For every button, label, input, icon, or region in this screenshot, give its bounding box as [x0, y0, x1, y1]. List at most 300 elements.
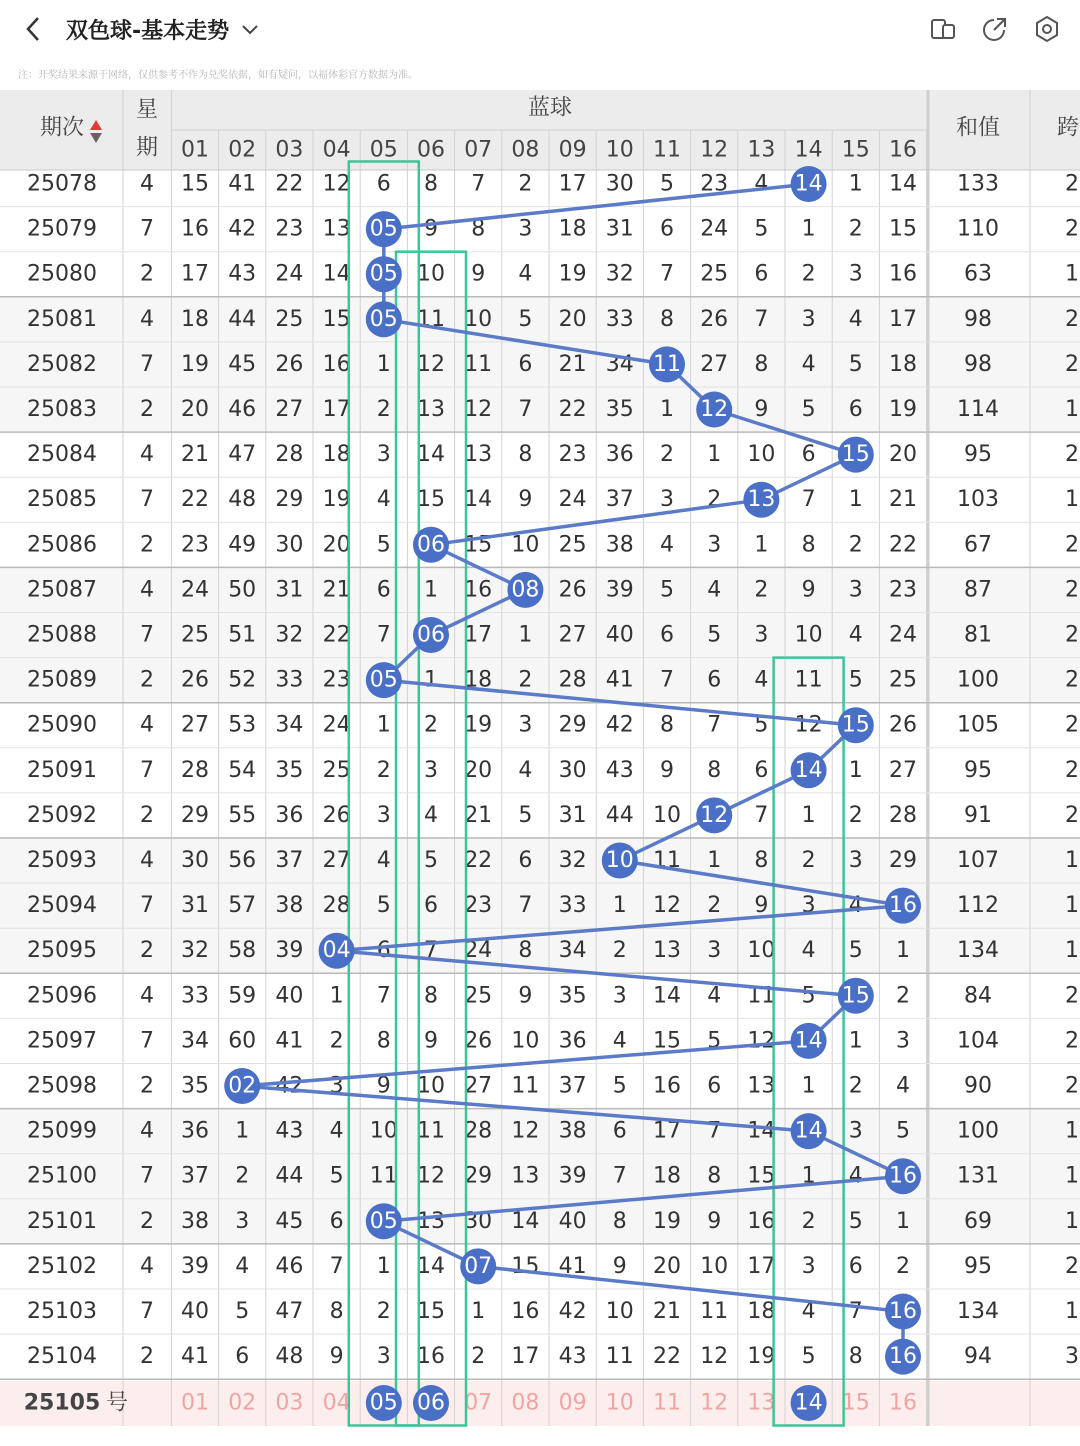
- blue-ball-number: 16: [889, 893, 917, 919]
- omission-value: 15: [417, 487, 445, 513]
- predict-row-background: [0, 1381, 1080, 1426]
- sum-value: 103: [957, 487, 999, 513]
- omission-value: 56: [228, 848, 257, 873]
- sum-value: 107: [957, 848, 999, 873]
- omission-value: 9: [471, 261, 486, 287]
- omission-value: 7: [660, 261, 674, 287]
- omission-value: 27: [464, 1073, 493, 1099]
- omission-value: 6: [518, 351, 533, 377]
- omission-value: 25: [558, 532, 587, 558]
- weekday: 4: [140, 848, 154, 873]
- predict-number: 16: [889, 1390, 917, 1416]
- omission-value: 33: [275, 667, 304, 693]
- omission-value: 6: [376, 171, 391, 197]
- omission-value: 33: [181, 983, 209, 1009]
- omission-value: 1: [801, 1073, 816, 1099]
- column-header-issue: 期次: [39, 115, 85, 141]
- omission-value: 27: [700, 351, 729, 377]
- omission-value: 44: [275, 1163, 304, 1189]
- omission-value: 4: [848, 306, 863, 332]
- omission-value: 17: [889, 306, 917, 332]
- omission-value: 36: [181, 1118, 209, 1144]
- omission-value: 25: [181, 622, 209, 648]
- omission-value: 4: [376, 487, 391, 513]
- omission-value: 14: [322, 261, 351, 287]
- omission-value: 7: [754, 802, 769, 828]
- omission-value: 55: [228, 802, 257, 828]
- omission-value: 9: [754, 893, 769, 919]
- weekday: 2: [140, 1344, 154, 1370]
- span-value: 1: [1065, 848, 1079, 873]
- omission-value: 44: [228, 306, 257, 332]
- omission-value: 3: [612, 983, 627, 1009]
- omission-value: 25: [322, 757, 351, 783]
- omission-value: 17: [558, 171, 587, 197]
- weekday: 4: [140, 712, 154, 738]
- issue-number: 25099: [27, 1118, 97, 1144]
- omission-value: 32: [605, 261, 634, 287]
- omission-value: 3: [329, 1073, 344, 1099]
- omission-value: 36: [605, 442, 634, 468]
- weekday: 7: [140, 757, 154, 783]
- omission-value: 11: [417, 1118, 445, 1144]
- omission-value: 5: [707, 1028, 722, 1054]
- omission-value: 47: [228, 442, 257, 468]
- omission-value: 2: [329, 1028, 344, 1054]
- omission-value: 16: [464, 577, 493, 603]
- omission-value: 2: [612, 938, 627, 964]
- column-header-blue-number: 09: [558, 137, 587, 163]
- blue-ball-number: 06: [417, 532, 445, 558]
- row-stripe: [0, 1199, 1080, 1244]
- sum-value: 69: [964, 1208, 992, 1234]
- omission-value: 1: [801, 1163, 816, 1189]
- blue-ball-number: 15: [841, 442, 870, 468]
- omission-value: 16: [322, 351, 351, 377]
- page-title: 双色球-基本走势: [66, 19, 230, 44]
- omission-value: 36: [275, 802, 304, 828]
- omission-value: 15: [511, 1253, 540, 1279]
- omission-value: 5: [848, 1208, 863, 1234]
- omission-value: 17: [653, 1118, 681, 1144]
- blue-ball-number: 14: [794, 1028, 823, 1054]
- weekday: 4: [140, 577, 154, 603]
- predict-number: 15: [841, 1390, 870, 1416]
- omission-value: 26: [889, 712, 917, 738]
- omission-value: 17: [747, 1253, 776, 1279]
- omission-value: 6: [848, 397, 863, 422]
- omission-value: 28: [889, 802, 917, 828]
- predict-number: 13: [747, 1390, 776, 1416]
- omission-value: 46: [228, 397, 257, 422]
- predict-number: 11: [653, 1390, 681, 1416]
- omission-value: 4: [848, 893, 863, 919]
- omission-value: 7: [754, 306, 769, 332]
- omission-value: 26: [700, 306, 729, 332]
- omission-value: 1: [329, 983, 344, 1009]
- omission-value: 2: [848, 216, 863, 242]
- omission-value: 20: [181, 397, 209, 422]
- omission-value: 5: [424, 848, 438, 873]
- issue-number: 25081: [27, 306, 97, 332]
- omission-value: 8: [376, 1028, 391, 1054]
- omission-value: 9: [329, 1344, 344, 1370]
- omission-value: 3: [801, 893, 816, 919]
- omission-value: 2: [235, 1163, 250, 1189]
- column-header-sum: 和值: [955, 115, 1001, 141]
- omission-value: 24: [889, 622, 917, 648]
- omission-value: 38: [605, 532, 634, 558]
- omission-value: 8: [424, 983, 438, 1009]
- predict-selected-number: 14: [794, 1390, 823, 1416]
- omission-value: 15: [653, 1028, 681, 1054]
- omission-value: 2: [707, 893, 722, 919]
- predict-number: 03: [275, 1390, 304, 1416]
- span-value: 2: [1065, 442, 1079, 468]
- weekday: 2: [140, 1073, 154, 1099]
- predict-number: 02: [228, 1390, 257, 1416]
- omission-value: 21: [181, 442, 209, 468]
- omission-value: 4: [801, 1299, 816, 1324]
- omission-value: 43: [605, 757, 634, 783]
- omission-value: 9: [376, 1073, 391, 1099]
- omission-value: 10: [417, 1073, 445, 1099]
- omission-value: 28: [181, 757, 209, 783]
- omission-value: 40: [558, 1208, 587, 1234]
- issue-number: 25094: [27, 893, 97, 919]
- omission-value: 58: [228, 938, 257, 964]
- omission-value: 41: [275, 1028, 304, 1054]
- omission-value: 5: [707, 622, 722, 648]
- weekday: 7: [140, 351, 154, 377]
- omission-value: 13: [747, 1073, 776, 1099]
- omission-value: 27: [322, 848, 351, 873]
- omission-value: 21: [653, 1299, 681, 1324]
- omission-value: 34: [558, 938, 587, 964]
- omission-value: 43: [275, 1118, 304, 1144]
- row-stripe: [0, 613, 1080, 658]
- omission-value: 12: [417, 1163, 445, 1189]
- column-header-blue-number: 03: [275, 137, 304, 163]
- column-header-blue-number: 07: [464, 137, 493, 163]
- omission-value: 26: [558, 577, 587, 603]
- omission-value: 8: [424, 171, 438, 197]
- sum-value: 95: [964, 1253, 992, 1279]
- omission-value: 60: [228, 1028, 257, 1054]
- table-row: [27, 532, 1079, 557]
- omission-value: 4: [848, 622, 863, 648]
- omission-value: 29: [275, 487, 304, 513]
- omission-value: 17: [181, 261, 209, 287]
- omission-value: 13: [653, 938, 681, 964]
- omission-value: 8: [754, 351, 769, 377]
- omission-value: 11: [511, 1073, 540, 1099]
- sum-value: 100: [957, 1118, 999, 1144]
- omission-value: 38: [558, 1118, 587, 1144]
- omission-value: 3: [518, 712, 533, 738]
- omission-value: 8: [848, 1344, 863, 1370]
- omission-value: 8: [660, 712, 674, 738]
- issue-number: 25080: [27, 261, 97, 287]
- column-header-blue-number: 10: [605, 137, 634, 163]
- column-header-blue-number: 05: [369, 137, 398, 163]
- omission-value: 6: [424, 893, 438, 919]
- omission-value: 1: [518, 622, 533, 648]
- weekday: 2: [140, 532, 154, 558]
- omission-value: 8: [612, 1208, 627, 1234]
- issue-number: 25086: [27, 532, 97, 558]
- omission-value: 1: [612, 893, 627, 919]
- omission-value: 22: [322, 622, 351, 648]
- omission-value: 1: [424, 577, 438, 603]
- omission-value: 6: [801, 442, 816, 468]
- omission-value: 8: [471, 216, 486, 242]
- omission-value: 8: [707, 757, 722, 783]
- blue-ball-number: 05: [369, 216, 398, 242]
- omission-value: 1: [848, 487, 863, 513]
- omission-value: 23: [464, 893, 493, 919]
- issue-number: 25089: [27, 667, 97, 693]
- predict-number: 08: [511, 1390, 540, 1416]
- omission-value: 53: [228, 712, 257, 738]
- omission-value: 19: [653, 1208, 681, 1234]
- omission-value: 3: [376, 442, 391, 468]
- column-header-blue-number: 14: [794, 137, 823, 163]
- omission-value: 10: [511, 532, 540, 558]
- row-stripe: [0, 838, 1080, 883]
- omission-value: 20: [653, 1253, 681, 1279]
- span-value: 2: [1065, 712, 1079, 738]
- omission-value: 25: [464, 983, 493, 1009]
- omission-value: 9: [754, 397, 769, 422]
- omission-value: 14: [464, 487, 493, 513]
- sum-value: 98: [964, 306, 992, 332]
- column-group-header-blue: 蓝球: [527, 95, 573, 121]
- omission-value: 7: [707, 712, 722, 738]
- omission-value: 32: [558, 848, 587, 873]
- omission-value: 42: [558, 1299, 587, 1324]
- blue-ball-number: 15: [841, 712, 870, 738]
- span-value: 1: [1065, 397, 1079, 422]
- issue-number: 25083: [27, 397, 97, 422]
- omission-value: 23: [322, 667, 351, 693]
- omission-value: 4: [707, 983, 722, 1009]
- issue-number: 25082: [27, 351, 97, 377]
- issue-number: 25101: [27, 1208, 97, 1234]
- omission-value: 52: [228, 667, 257, 693]
- omission-value: 9: [518, 487, 533, 513]
- omission-value: 6: [329, 1208, 344, 1234]
- omission-value: 37: [558, 1073, 587, 1099]
- omission-value: 1: [471, 1299, 486, 1324]
- omission-value: 7: [707, 1118, 722, 1144]
- predict-number: 07: [464, 1390, 493, 1416]
- weekday: 4: [140, 983, 154, 1009]
- omission-value: 3: [235, 1208, 250, 1234]
- omission-value: 2: [848, 802, 863, 828]
- omission-value: 22: [558, 397, 587, 422]
- omission-value: 13: [511, 1163, 540, 1189]
- omission-value: 26: [275, 351, 304, 377]
- omission-value: 18: [322, 442, 351, 468]
- omission-value: 18: [653, 1163, 681, 1189]
- sum-value: 95: [964, 442, 992, 468]
- omission-value: 22: [889, 532, 917, 558]
- weekday: 7: [140, 487, 154, 513]
- omission-value: 8: [754, 848, 769, 873]
- omission-value: 2: [424, 712, 438, 738]
- blue-ball-number: 06: [417, 622, 445, 648]
- omission-value: 9: [660, 757, 674, 783]
- span-value: 2: [1065, 171, 1079, 197]
- omission-value: 14: [511, 1208, 540, 1234]
- omission-value: 21: [464, 802, 493, 828]
- omission-value: 27: [558, 622, 587, 648]
- omission-value: 16: [653, 1073, 681, 1099]
- omission-value: 9: [612, 1253, 627, 1279]
- span-value: 2: [1065, 757, 1079, 783]
- omission-value: 45: [275, 1208, 304, 1234]
- omission-value: 31: [275, 577, 304, 603]
- omission-value: 43: [558, 1344, 587, 1370]
- row-stripe: [0, 342, 1080, 387]
- row-stripe: [0, 387, 1080, 432]
- column-header-blue-number: 04: [322, 137, 351, 163]
- blue-ball-number: 05: [369, 1208, 398, 1234]
- issue-number: 25092: [27, 802, 97, 828]
- omission-value: 1: [424, 667, 438, 693]
- omission-value: 54: [228, 757, 257, 783]
- omission-value: 1: [801, 216, 816, 242]
- span-value: 2: [1065, 983, 1079, 1009]
- omission-value: 3: [707, 532, 722, 558]
- omission-value: 14: [889, 171, 917, 197]
- predict-number: 04: [322, 1390, 351, 1416]
- omission-value: 30: [181, 848, 209, 873]
- omission-value: 9: [424, 1028, 438, 1054]
- span-value: 2: [1065, 802, 1079, 828]
- omission-value: 26: [181, 667, 209, 693]
- column-header-blue-number: 02: [228, 137, 257, 163]
- omission-value: 4: [518, 757, 533, 783]
- omission-value: 11: [605, 1344, 634, 1370]
- blue-ball-number: 15: [841, 983, 870, 1009]
- omission-value: 1: [754, 532, 769, 558]
- omission-value: 16: [747, 1208, 776, 1234]
- weekday: 4: [140, 1118, 154, 1144]
- omission-value: 8: [660, 306, 674, 332]
- omission-value: 10: [747, 938, 776, 964]
- blue-ball-number: 05: [369, 306, 398, 332]
- issue-number: 25095: [27, 938, 97, 964]
- column-header-blue-number: 11: [653, 137, 681, 163]
- omission-value: 1: [896, 1208, 910, 1234]
- sum-value: 105: [957, 712, 999, 738]
- issue-number: 25103: [27, 1299, 97, 1324]
- omission-value: 1: [896, 938, 910, 964]
- omission-value: 23: [181, 532, 209, 558]
- omission-value: 14: [417, 1253, 445, 1279]
- omission-value: 28: [464, 1118, 493, 1144]
- omission-value: 3: [518, 216, 533, 242]
- sum-value: 104: [957, 1028, 999, 1054]
- omission-value: 8: [518, 442, 533, 468]
- omission-value: 20: [558, 306, 587, 332]
- span-value: 2: [1065, 1253, 1079, 1279]
- blue-ball-number: 11: [653, 351, 681, 377]
- omission-value: 48: [228, 487, 257, 513]
- omission-value: 2: [707, 487, 722, 513]
- table-row: [27, 1344, 1079, 1369]
- omission-value: 13: [417, 1208, 445, 1234]
- omission-value: 12: [322, 171, 351, 197]
- omission-value: 4: [329, 1118, 344, 1144]
- blue-ball-number: 07: [464, 1253, 493, 1279]
- omission-value: 26: [322, 802, 351, 828]
- span-value: 1: [1065, 261, 1079, 287]
- omission-value: 33: [558, 893, 587, 919]
- omission-value: 2: [848, 1073, 863, 1099]
- omission-value: 24: [322, 712, 351, 738]
- omission-value: 2: [376, 397, 391, 422]
- omission-value: 3: [707, 938, 722, 964]
- omission-value: 38: [275, 893, 304, 919]
- omission-value: 14: [747, 1118, 776, 1144]
- omission-value: 3: [376, 1344, 391, 1370]
- column-header-span: 跨: [1056, 115, 1080, 141]
- omission-value: 1: [376, 712, 391, 738]
- omission-value: 4: [848, 1163, 863, 1189]
- blue-ball-number: 12: [700, 397, 729, 422]
- blue-ball-number: 08: [511, 577, 540, 603]
- span-value: 1: [1065, 1163, 1079, 1189]
- sum-value: 67: [964, 532, 992, 558]
- omission-value: 2: [848, 532, 863, 558]
- omission-value: 5: [518, 306, 533, 332]
- omission-value: 4: [801, 351, 816, 377]
- omission-value: 50: [228, 577, 257, 603]
- omission-value: 10: [417, 261, 445, 287]
- omission-value: 43: [228, 261, 257, 287]
- omission-value: 2: [754, 577, 769, 603]
- omission-value: 5: [660, 577, 674, 603]
- omission-value: 3: [754, 622, 769, 648]
- omission-value: 5: [754, 216, 769, 242]
- omission-value: 24: [181, 577, 209, 603]
- omission-value: 11: [464, 351, 493, 377]
- issue-number: 25087: [27, 577, 97, 603]
- omission-value: 42: [275, 1073, 304, 1099]
- omission-value: 6: [848, 1253, 863, 1279]
- omission-value: 6: [376, 938, 391, 964]
- predict-issue-number: 25105: [23, 1390, 101, 1416]
- weekday: 4: [140, 1253, 154, 1279]
- omission-value: 39: [181, 1253, 209, 1279]
- omission-value: 17: [322, 397, 351, 422]
- omission-value: 41: [181, 1344, 209, 1370]
- omission-value: 45: [228, 351, 257, 377]
- sum-value: 95: [964, 757, 992, 783]
- predict-number: 01: [181, 1390, 209, 1416]
- span-value: 2: [1065, 667, 1079, 693]
- span-value: 2: [1065, 1028, 1079, 1054]
- omission-value: 16: [417, 1344, 445, 1370]
- table-row: [27, 442, 1079, 467]
- omission-value: 5: [754, 712, 769, 738]
- span-value: 2: [1065, 532, 1079, 558]
- omission-value: 10: [747, 442, 776, 468]
- omission-value: 2: [660, 442, 674, 468]
